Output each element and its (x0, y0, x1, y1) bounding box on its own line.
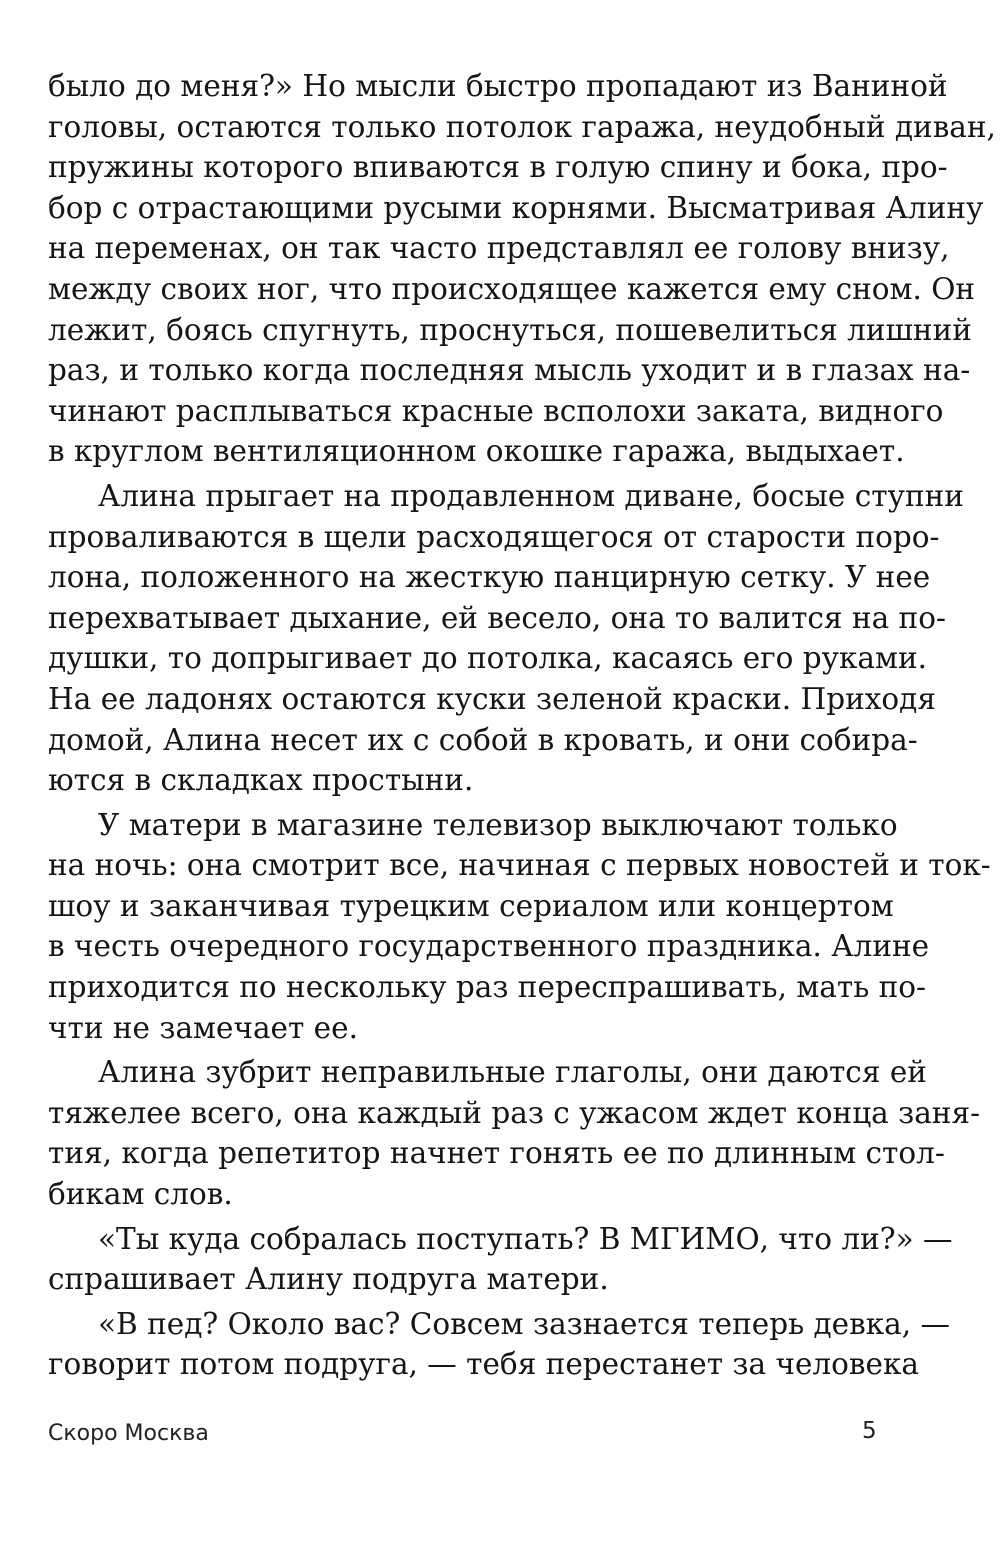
text-line: в круглом вентиляционном окошке гаража, выдыхает. (48, 434, 905, 469)
text-line: между своих ног, что происходящее кажется ему сном. Он (48, 271, 976, 306)
text-line: говорит потом подруга, — тебя перестанет за человека (48, 1347, 919, 1382)
text-line: «Ты куда собралась поступать? В МГИМО, что ли?» — (98, 1221, 953, 1256)
text-line: шоу и заканчивая турецким сериалом или концертом (48, 888, 894, 923)
text-line: раз, и только когда последняя мысль уходит и в глазах на- (48, 353, 971, 388)
page-number: 5 (862, 1418, 877, 1444)
text-line: спрашивает Алину подруга матери. (48, 1262, 609, 1297)
text-line: головы, остаются только потолок гаража, неудобный диван, (48, 109, 996, 144)
text-line: чти не замечает ее. (48, 1010, 358, 1045)
text-line: было до меня?» Но мысли быстро пропадают из Ваниной (48, 69, 948, 103)
text-line: душки, то допрыгивает до потолка, касаясь его руками. (48, 641, 928, 676)
text-line: на переменах, он так часто представлял ее голову внизу, (48, 231, 950, 266)
text-line: У матери в магазине телевизор выключают только (98, 807, 898, 842)
paragraph (48, 66, 996, 472)
text-line: пружины которого впиваются в голую спину и бока, про- (48, 150, 948, 185)
text-line: домой, Алина несет их с собой в кровать, и они собира- (48, 722, 918, 757)
paragraph (48, 1052, 981, 1214)
paragraph (48, 805, 991, 1049)
running-footer-title: Скоро Москва (48, 1421, 209, 1446)
text-line: чинают расплываться красные всполохи заката, видного (48, 393, 944, 428)
body-text (48, 66, 996, 1389)
paragraph (48, 1304, 951, 1385)
text-line: в честь очередного государственного праздника. Алине (48, 929, 930, 964)
text-line: бикам слов. (48, 1177, 233, 1212)
text-line: проваливаются в щели расходящегося от старости поро- (48, 519, 940, 554)
text-line: приходится по нескольку раз переспрашивать, мать по- (48, 970, 927, 1005)
text-line: на ночь: она смотрит все, начиная с первых новостей и ток- (48, 848, 991, 883)
paragraph (48, 476, 964, 801)
text-line: «В пед? Около вас? Совсем зазнается теперь девка, — (98, 1306, 951, 1341)
paragraph (48, 1219, 953, 1300)
text-line: лежит, боясь спугнуть, проснуться, пошевелиться лишний (48, 312, 972, 347)
text-line: тия, когда репетитор начнет гонять ее по длинным стол- (48, 1136, 945, 1171)
text-line: ются в складках простыни. (48, 763, 474, 798)
text-line: На ее ладонях остаются куски зеленой краски. Приходя (48, 681, 936, 716)
text-line: Алина зубрит неправильные глаголы, они даются ей (98, 1055, 927, 1090)
text-line: тяжелее всего, она каждый раз с ужасом ждет конца заня- (48, 1095, 981, 1130)
text-line: Алина прыгает на продавленном диване, босые ступни (98, 478, 964, 513)
text-line: лона, положенного на жесткую панцирную сетку. У нее (48, 560, 931, 595)
text-line: перехватывает дыхание, ей весело, она то валится на по- (48, 600, 946, 635)
text-line: бор с отрастающими русыми корнями. Высматривая Алину (48, 190, 984, 225)
